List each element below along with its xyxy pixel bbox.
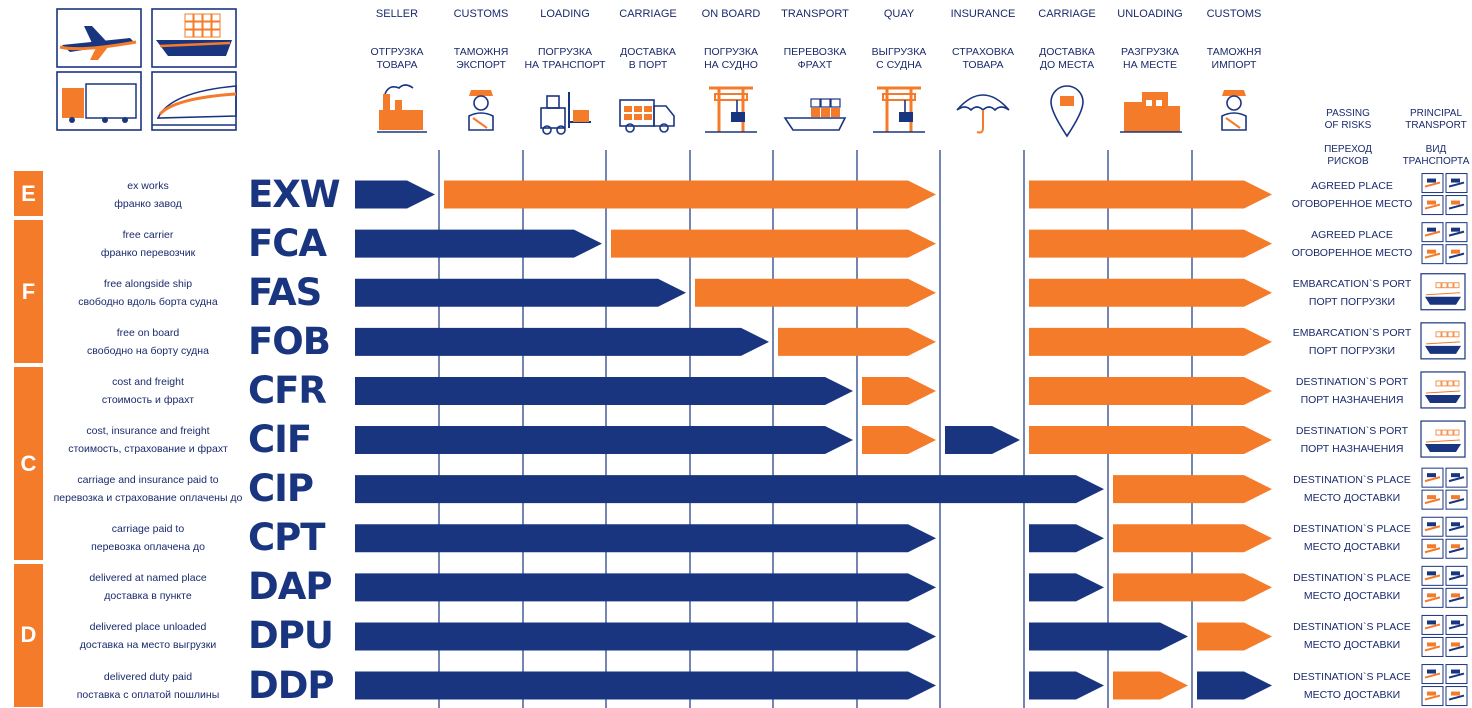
term-description-ru: доставка на место выгрузки <box>79 639 217 652</box>
risk-point-ru: ПОРТ ПОГРУЗКИ <box>1308 344 1396 357</box>
term-description-en: free alongside ship <box>103 277 193 290</box>
arrow-segment-orange <box>862 377 936 405</box>
risk-point-ru: МЕСТО ДОСТАВКИ <box>1303 688 1401 701</box>
truck-icon <box>620 100 674 132</box>
term-description-en: ex works <box>127 179 169 192</box>
column-header-ru-9: РАЗГРУЗКА НА МЕСТЕ <box>1121 46 1179 71</box>
arrow-segment-orange <box>1029 230 1272 258</box>
risk-point-ru: МЕСТО ДОСТАВКИ <box>1303 492 1401 505</box>
risk-point-en: AGREED PLACE <box>1311 179 1393 192</box>
term-description-ru: франко завод <box>114 197 182 210</box>
column-header-ru-6: ВЫГРУЗКА С СУДНА <box>871 46 927 71</box>
port-crane-icon <box>705 88 757 132</box>
arrow-segment-navy <box>355 475 1104 503</box>
all-transport-icon <box>1422 174 1467 215</box>
term-description-ru: перевозка и страхование оплачены до <box>53 492 243 505</box>
term-code-fob: FOB <box>248 319 330 363</box>
arrow-segment-navy <box>355 377 853 405</box>
column-header-ru-2: ПОГРУЗКА НА ТРАНСПОРТ <box>524 46 606 71</box>
customs-officer-icon <box>1222 90 1246 130</box>
sea-transport-icon <box>1421 372 1465 408</box>
principal-transport-header-ru: ВИД ТРАНСПОРТА <box>1402 144 1470 167</box>
column-header-ru-3: ДОСТАВКА В ПОРТ <box>620 46 676 71</box>
column-header-6: QUAY <box>883 8 915 20</box>
term-code-fca: FCA <box>248 221 327 265</box>
risk-point-ru: ПОРТ ПОГРУЗКИ <box>1308 295 1396 308</box>
group-label-D: D <box>20 622 37 648</box>
risk-point-en: EMBARCATION`S PORT <box>1292 326 1412 339</box>
group-label-C: C <box>20 450 37 476</box>
column-header-ru-1: ТАМОЖНЯ ЭКСПОРТ <box>453 46 509 71</box>
all-transport-icon <box>1422 615 1467 656</box>
train-icon <box>152 72 236 130</box>
risk-point-ru: МЕСТО ДОСТАВКИ <box>1303 541 1401 554</box>
term-description-en: cost, insurance and freight <box>86 425 210 438</box>
arrow-segment-orange <box>1113 524 1272 552</box>
term-description-ru: поставка с оплатой пошлины <box>76 688 220 701</box>
arrow-segment-orange <box>862 426 936 454</box>
group-label-F: F <box>21 278 36 304</box>
column-header-7: INSURANCE <box>950 8 1016 20</box>
arrow-segment-navy <box>355 622 936 650</box>
term-description-en: delivered place unloaded <box>89 621 207 634</box>
term-code-exw: EXW <box>248 172 340 216</box>
risk-point-ru: МЕСТО ДОСТАВКИ <box>1303 639 1401 652</box>
term-description-en: free on board <box>116 326 180 339</box>
arrow-segment-navy <box>355 426 853 454</box>
arrow-segment-navy <box>355 328 769 356</box>
arrow-segment-orange <box>1029 181 1272 209</box>
column-header-10: CUSTOMS <box>1206 8 1262 20</box>
arrow-segment-navy <box>355 279 686 307</box>
term-description-ru: франко перевозчик <box>100 246 196 259</box>
term-code-dpu: DPU <box>248 614 333 658</box>
passing-of-risks-header: PASSING OF RISKS <box>1324 108 1372 131</box>
risk-point-en: DESTINATION`S PORT <box>1295 375 1409 388</box>
arrow-segment-navy <box>355 573 936 601</box>
column-header-ru-5: ПЕРЕВОЗКА ФРАХТ <box>783 46 847 71</box>
term-description-ru: стоимость и фрахт <box>101 393 195 406</box>
term-description-ru: доставка в пункте <box>104 590 192 603</box>
all-transport-icon <box>1422 468 1467 509</box>
term-description-en: cost and freight <box>112 375 184 388</box>
risk-point-en: AGREED PLACE <box>1311 228 1393 241</box>
risk-point-ru: ОГОВОРЕННОЕ МЕСТО <box>1291 197 1413 210</box>
sea-transport-icon <box>1421 274 1465 310</box>
column-header-3: CARRIAGE <box>619 8 677 20</box>
arrow-segment-orange <box>1197 622 1272 650</box>
sea-transport-icon <box>1421 421 1465 457</box>
cargo-ship-icon <box>785 99 845 130</box>
column-header-1: CUSTOMS <box>453 8 509 20</box>
column-header-ru-4: ПОГРУЗКА НА СУДНО <box>703 46 759 71</box>
column-header-ru-0: ОТГРУЗКА ТОВАРА <box>370 46 424 71</box>
risk-point-en: DESTINATION`S PLACE <box>1293 523 1411 536</box>
term-code-cpt: CPT <box>248 516 325 560</box>
column-header-9: UNLOADING <box>1117 8 1183 20</box>
term-code-fas: FAS <box>248 270 322 314</box>
arrow-segment-orange <box>1029 279 1272 307</box>
column-header-ru-8: ДОСТАВКА ДО МЕСТА <box>1039 46 1095 71</box>
arrow-segment-navy <box>355 181 435 209</box>
arrow-segment-orange <box>611 230 936 258</box>
risk-point-en: DESTINATION`S PORT <box>1295 425 1409 438</box>
all-transport-icon <box>1422 566 1467 607</box>
risk-point-ru: МЕСТО ДОСТАВКИ <box>1303 590 1401 603</box>
risk-point-en: DESTINATION`S PLACE <box>1293 474 1411 487</box>
customs-officer-icon <box>469 90 493 130</box>
all-transport-icon <box>1422 223 1467 264</box>
forklift-icon <box>541 92 591 134</box>
risk-point-ru: ПОРТ НАЗНАЧЕНИЯ <box>1300 443 1404 456</box>
risk-point-en: DESTINATION`S PLACE <box>1293 670 1411 683</box>
term-code-ddp: DDP <box>248 663 334 707</box>
arrow-segment-navy <box>355 230 602 258</box>
port-crane-icon <box>873 88 925 132</box>
column-header-8: CARRIAGE <box>1038 8 1096 20</box>
term-description-ru: свободно на борту судна <box>87 344 209 357</box>
term-code-cip: CIP <box>248 467 314 511</box>
arrow-segment-orange <box>1029 328 1272 356</box>
arrow-segment-orange <box>1029 426 1272 454</box>
arrow-segment-navy <box>355 524 936 552</box>
umbrella-icon <box>957 95 1009 133</box>
arrow-segment-navy <box>1029 573 1104 601</box>
term-description-en: delivered duty paid <box>103 670 193 683</box>
arrow-segment-orange <box>778 328 936 356</box>
arrow-segment-navy <box>945 426 1020 454</box>
sea-transport-icon <box>1421 323 1465 359</box>
warehouse-icon <box>1120 92 1182 132</box>
all-transport-icon <box>1422 665 1467 706</box>
column-header-5: TRANSPORT <box>781 8 849 20</box>
group-label-E: E <box>21 180 36 206</box>
risk-point-en: DESTINATION`S PLACE <box>1293 572 1411 585</box>
term-description-en: carriage paid to <box>111 523 185 536</box>
all-transport-icon <box>1422 517 1467 558</box>
arrow-segment-navy <box>1197 672 1272 700</box>
term-description-en: free carrier <box>122 228 174 241</box>
column-header-ru-7: СТРАХОВКА ТОВАРА <box>952 46 1014 71</box>
location-pin-icon <box>1051 86 1083 136</box>
term-code-cif: CIF <box>248 418 312 462</box>
term-code-cfr: CFR <box>248 368 326 412</box>
column-header-4: ON BOARD <box>701 8 761 20</box>
arrow-segment-orange <box>444 181 936 209</box>
term-description-ru: свободно вдоль борта судна <box>78 295 218 308</box>
arrow-segment-orange <box>695 279 936 307</box>
arrow-segment-navy <box>1029 672 1104 700</box>
risk-point-en: DESTINATION`S PLACE <box>1293 621 1411 634</box>
column-header-ru-10: ТАМОЖНЯ ИМПОРТ <box>1206 46 1262 71</box>
arrow-segment-navy <box>355 672 936 700</box>
factory-icon <box>377 85 427 132</box>
term-description-en: carriage and insurance paid to <box>77 474 219 487</box>
principal-transport-header: PRINCIPAL TRANSPORT <box>1405 108 1467 131</box>
term-description-ru: перевозка оплачена до <box>91 541 205 554</box>
risk-point-ru: ПОРТ НАЗНАЧЕНИЯ <box>1300 393 1404 406</box>
term-description-ru: стоимость, страхование и фрахт <box>68 443 228 456</box>
arrow-segment-orange <box>1113 573 1272 601</box>
term-code-dap: DAP <box>248 565 332 609</box>
transport-modes-logo <box>57 9 236 130</box>
column-header-0: SELLER <box>375 8 419 20</box>
term-description-en: delivered at named place <box>89 572 207 585</box>
arrow-segment-navy <box>1029 622 1188 650</box>
risk-point-ru: ОГОВОРЕННОЕ МЕСТО <box>1291 246 1413 259</box>
column-header-2: LOADING <box>540 8 590 20</box>
passing-of-risks-header-ru: ПЕРЕХОД РИСКОВ <box>1324 144 1372 167</box>
arrow-segment-orange <box>1113 672 1188 700</box>
arrow-segment-orange <box>1029 377 1272 405</box>
arrow-segment-navy <box>1029 524 1104 552</box>
arrow-segment-orange <box>1113 475 1272 503</box>
risk-point-en: EMBARCATION`S PORT <box>1292 277 1412 290</box>
